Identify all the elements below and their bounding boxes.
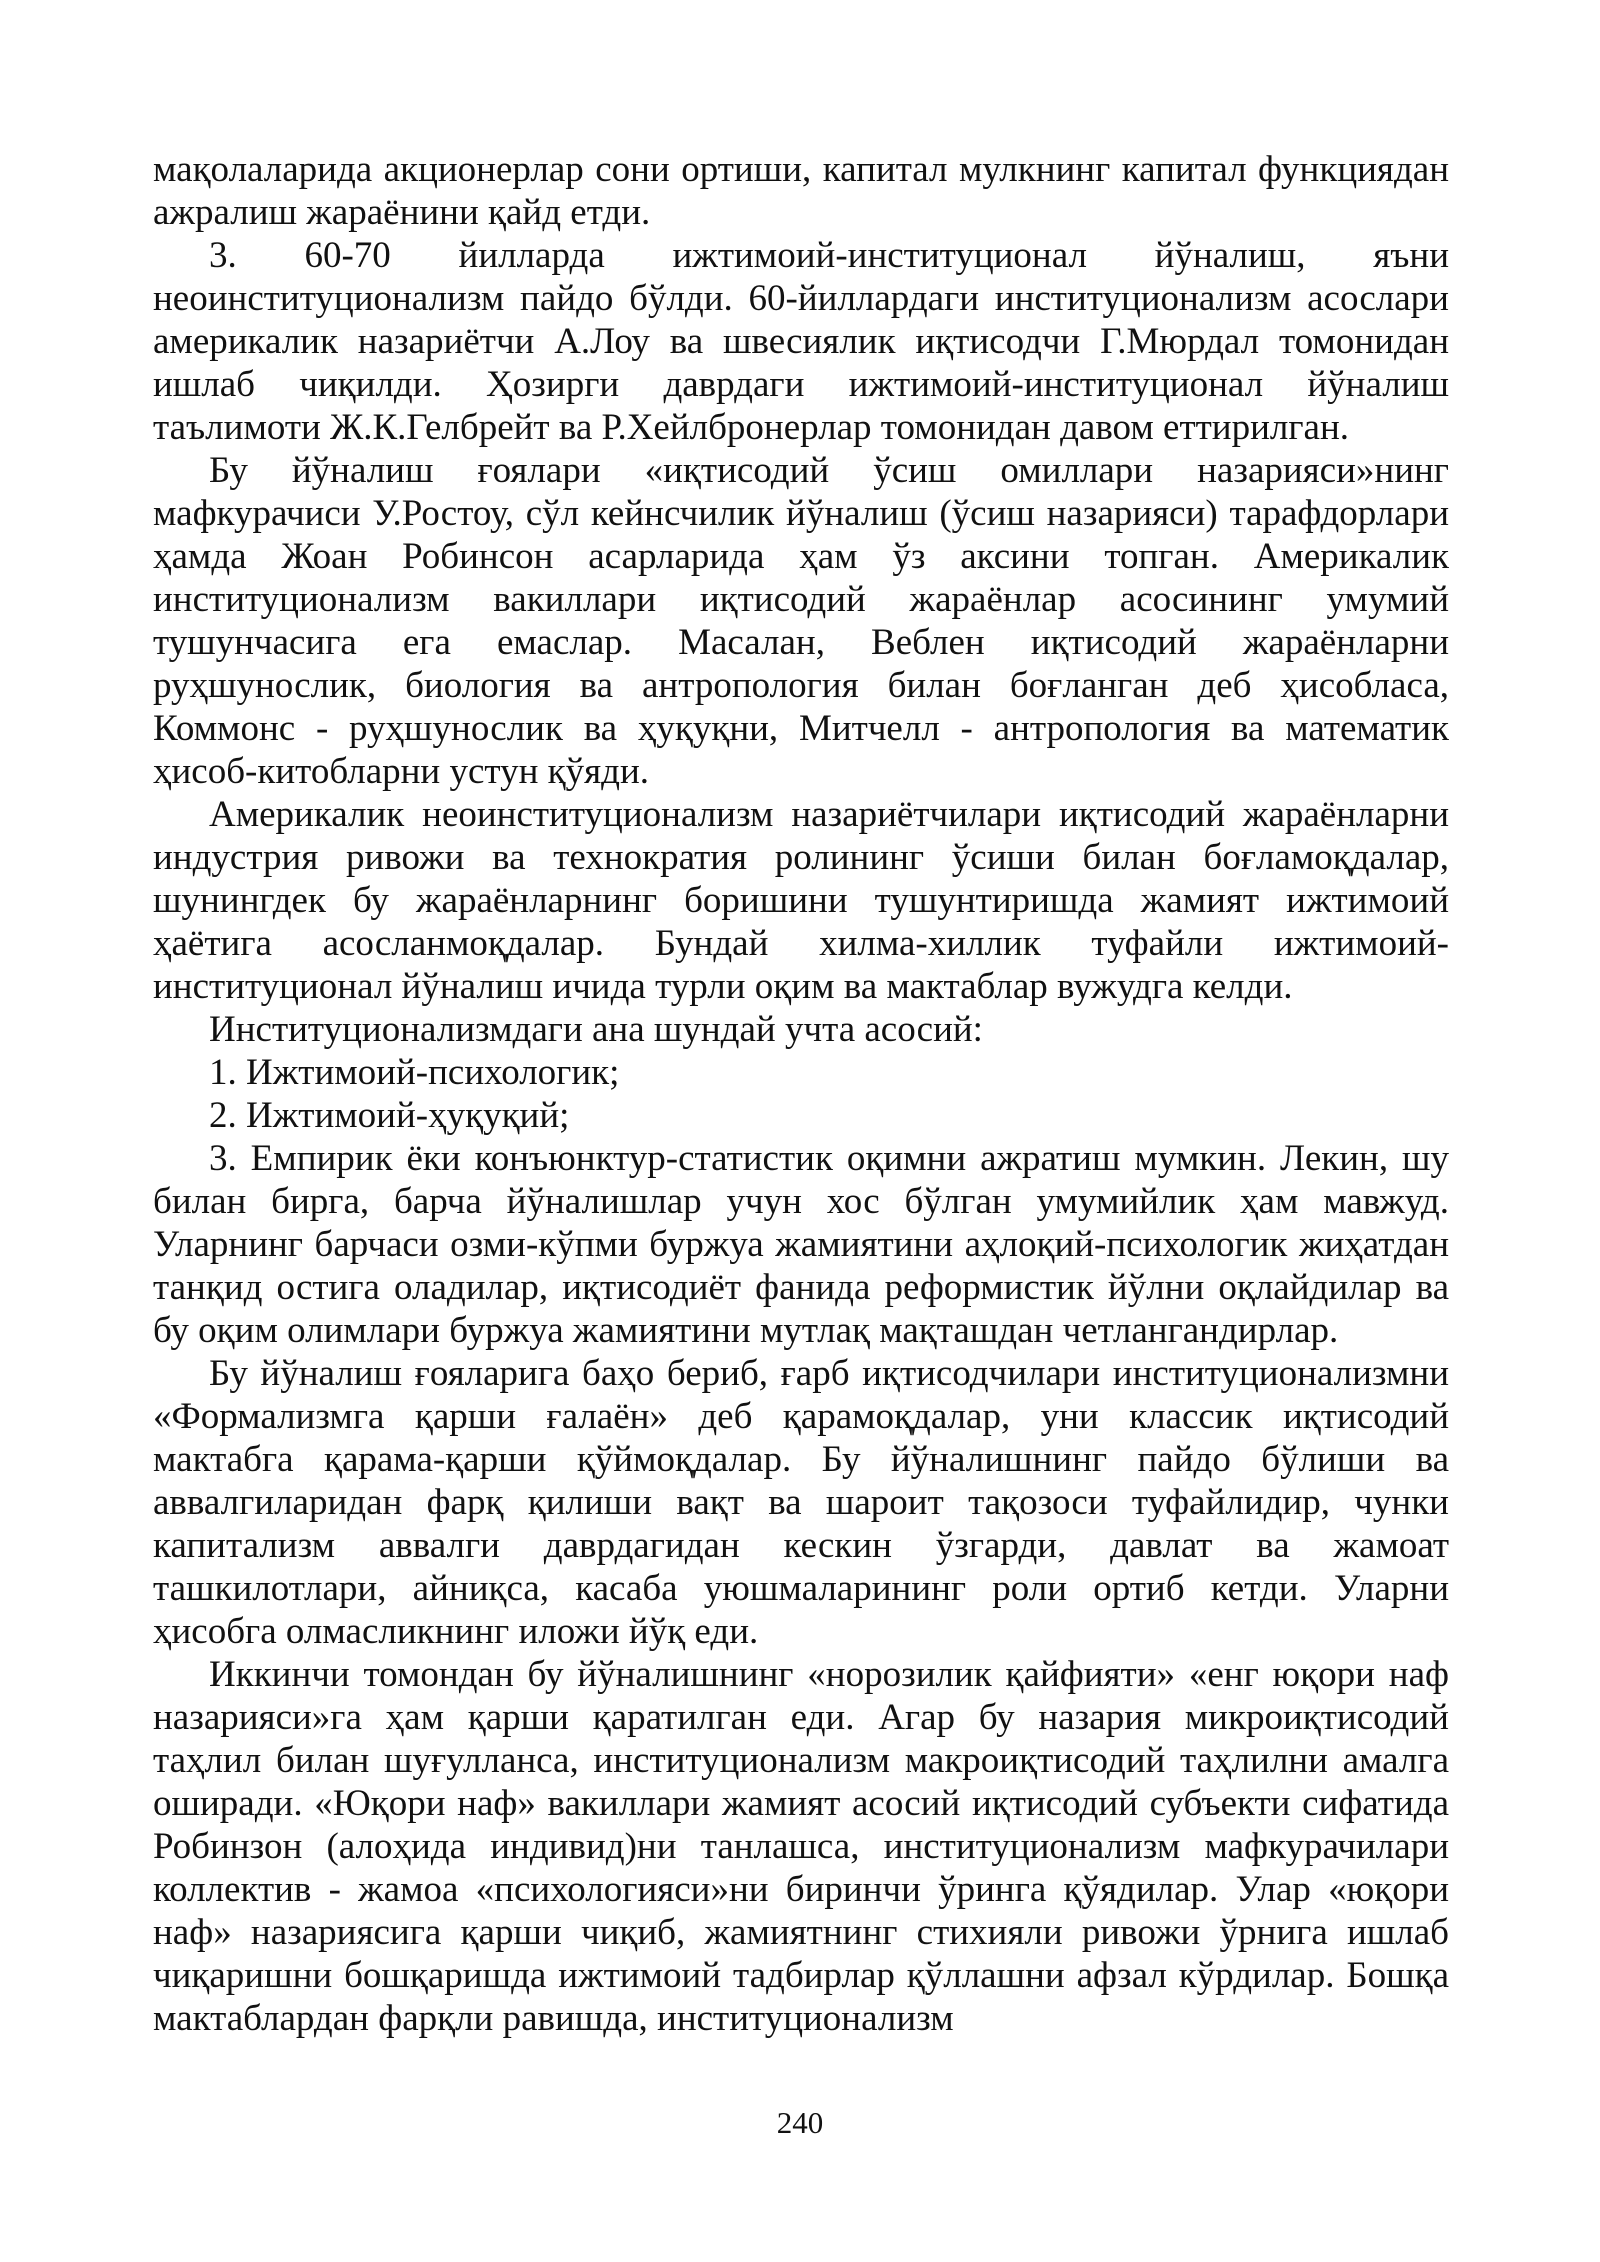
paragraph-2: 3. 60-70 йилларда ижтимоий-институционал йўналиш, яъни неоинституционализм пайдо бўлди. 60-йиллардаги институционализм асослари америкалик назариётчи А.Лоу ва швесиялик иқтисодчи Г.Мюрдал томонидан ишлаб чиқилди. Ҳозирги даврдаги ижтимоий-институционал йўналиш таълимоти Ж.К.Гелбрейт ва Р.Хейлбронерлар томонидан давом еттирилган.: [153, 235, 1449, 448]
page-body: [153, 148, 1449, 2040]
paragraph-8: Иккинчи томондан бу йўналишнинг «норозилик қайфияти» «енг юқори наф назарияси»га ҳам қарши қаратилган еди. Агар бу назария микроиқтисодий таҳлил билан шуғулланса, институционализм макроиқтисодий таҳлилни амалга оширади. «Юқори наф» вакиллари жамият асосий иқтисодий субъекти сифатида Робинзон (алоҳида индивид)ни танлашса, институционализм мафкурачилари коллектив - жамоа «психологияси»ни биринчи ўринга қўядилар. Улар «юқори наф» назариясига қарши чиқиб, жамиятнинг стихияли ривожи ўрнига ишлаб чиқаришни бошқаришда ижтимоий тадбирлар қўллашни афзал кўрдилар. Бошқа мактаблардан фарқли равишда, институционализм: [153, 1654, 1449, 2039]
paragraph-3: Бу йўналиш ғоялари «иқтисодий ўсиш омиллари назарияси»нинг мафкурачиси У.Ростоу, сўл кейнсчилик йўналиш (ўсиш назарияси) тарафдорлари ҳамда Жоан Робинсон асарларида ҳам ўз аксини топган. Америкалик институционализм вакиллари иқтисодий жараёнлар асосининг умумий тушунчасига ега емаслар. Масалан, Веблен иқтисодий жараёнларни руҳшунослик, биология ва антропология билан боғланган деб ҳисобласа, Коммонс - руҳшунослик ва ҳуқуқни, Митчелл - антропология ва математик ҳисоб-китобларни устун қўяди.: [153, 450, 1449, 792]
list-item-2: 2. Ижтимоий-ҳуқуқий;: [209, 1095, 570, 1136]
paragraph-5: Институционализмдаги ана шундай учта асосий:: [209, 1009, 983, 1050]
paragraph-7: Бу йўналиш ғояларига баҳо бериб, ғарб иқтисодчилари институционализмни «Формализмга қарши ғалаён» деб қарамоқдалар, уни классик иқтисодий мактабга қарама-қарши қўймоқдалар. Бу йўналишнинг пайдо бўлиши ва аввалгиларидан фарқ қилиши вақт ва шароит тақозоси туфайлидир, чунки капитализм аввалги даврдагидан кескин ўзгарди, давлат ва жамоат ташкилотлари, айниқса, касаба уюшмаларининг роли ортиб кетди. Уларни ҳисобга олмасликнинг иложи йўқ еди.: [153, 1353, 1449, 1652]
list-item-1: 1. Ижтимоий-психологик;: [209, 1052, 620, 1093]
paragraph-1: мақолаларида акционерлар сони ортиши, капитал мулкнинг капитал функциядан ажралиш жараёнини қайд етди.: [153, 149, 1449, 233]
paragraph-6: 3. Емпирик ёки конъюнктур-статистик оқимни ажратиш мумкин. Лекин, шу билан бирга, барча йўналишлар учун хос бўлган умумийлик ҳам мавжуд. Уларнинг барчаси озми-кўпми буржуа жамиятини аҳлоқий-психологик жиҳатдан танқид остига оладилар, иқтисодиёт фанида реформистик йўлни оқлайдилар ва бу оқим олимлари буржуа жамиятини мутлақ мақташдан четлангандирлар.: [153, 1138, 1449, 1351]
paragraph-4: Америкалик неоинституционализм назариётчилари иқтисодий жараёнларни индустрия ривожи ва технократия ролининг ўсиши билан боғламоқдалар, шунингдек бу жараёнларнинг боришини тушунтиришда жамият ижтимоий ҳаётига асосланмоқдалар. Бундай хилма-хиллик туфайли ижтимоий-институционал йўналиш ичида турли оқим ва мактаблар вужудга келди.: [153, 794, 1449, 1007]
page-number: 240: [776, 2105, 824, 2140]
